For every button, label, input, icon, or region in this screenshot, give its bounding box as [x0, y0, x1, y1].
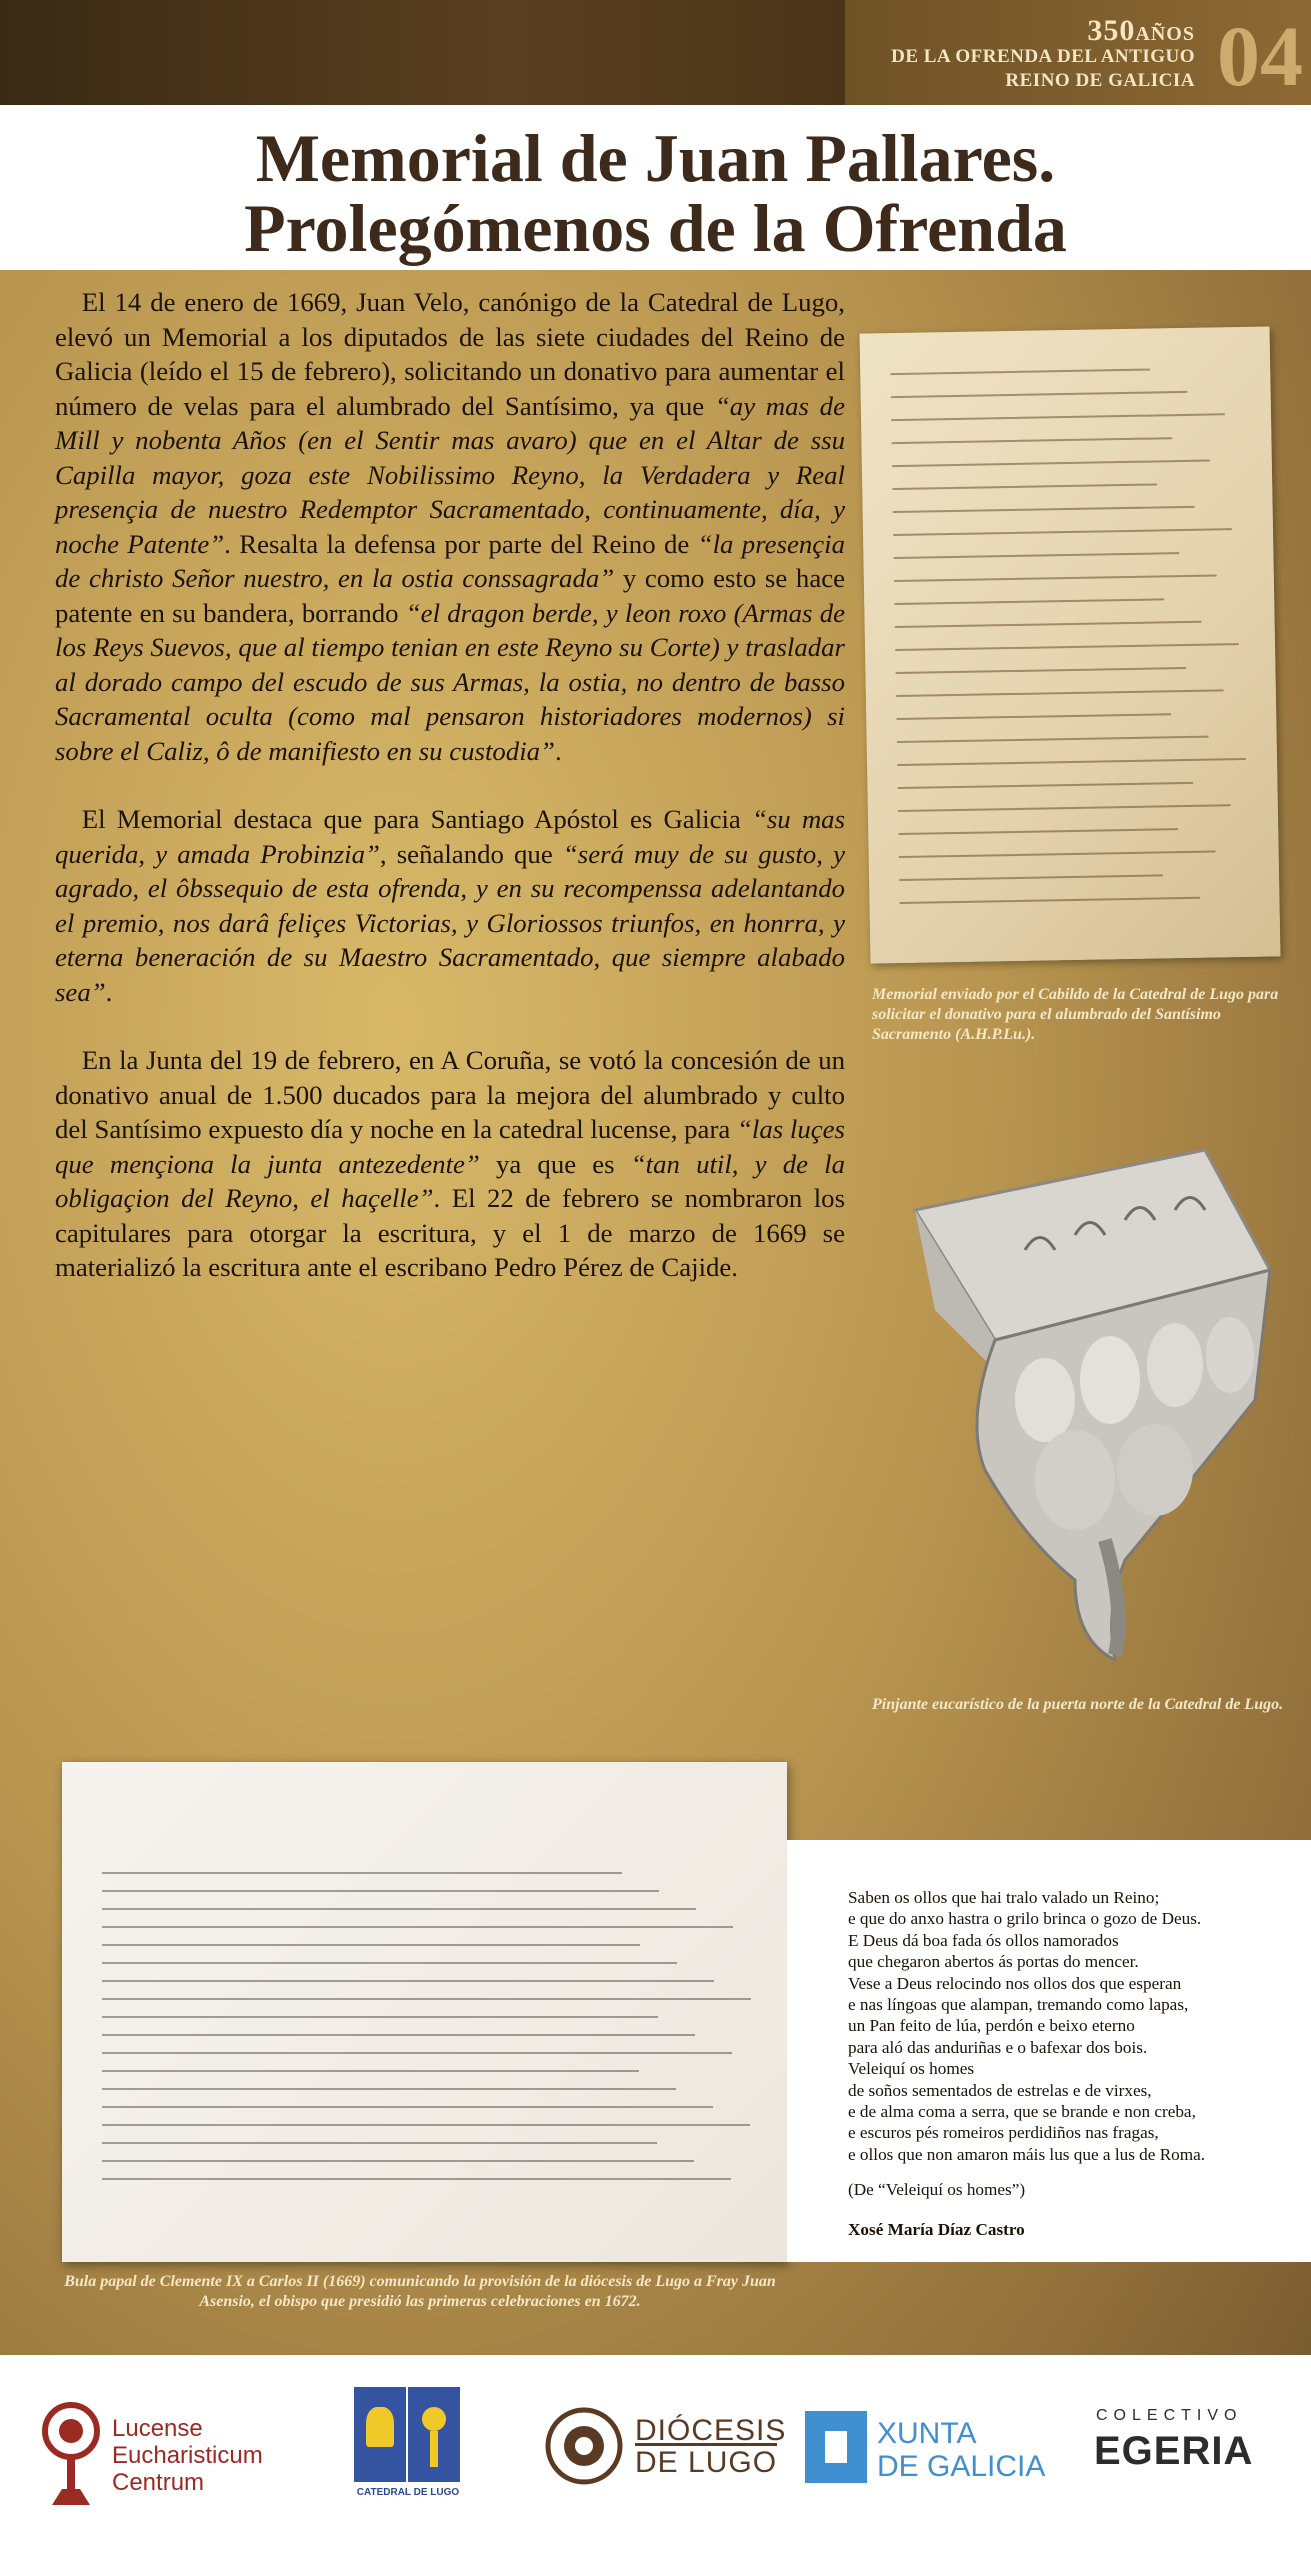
diocesis-lugo-logo	[545, 2397, 787, 2497]
handwriting-stroke	[896, 689, 1224, 697]
main-text	[55, 285, 845, 1319]
poem-source: (De “Veleiquí os homes”)	[848, 2180, 1026, 2200]
handwriting-stroke	[102, 1926, 733, 1928]
lec-line3: Centrum	[112, 2469, 205, 2496]
handwriting-stroke	[898, 804, 1231, 812]
poem-author: Xosé María Díaz Castro	[848, 2219, 1025, 2239]
handwriting-stroke	[102, 2106, 713, 2108]
handwriting-stroke	[102, 1998, 751, 2000]
handwriting-stroke	[895, 643, 1239, 651]
poem	[848, 1887, 1298, 2240]
handwriting-stroke	[102, 2124, 750, 2126]
handwriting-stroke	[891, 391, 1188, 398]
handwriting-stroke	[892, 460, 1210, 468]
poem-line: un Pan feito de lúa, perdón e beixo eterno	[848, 2016, 1135, 2036]
handwriting-stroke	[102, 2052, 732, 2054]
handwriting-stroke	[895, 621, 1202, 628]
handwriting-stroke	[102, 1890, 659, 1892]
handwriting-stroke	[894, 598, 1164, 605]
paragraph-1: El 14 de enero de 1669, Juan Velo, canónigo de la Catedral de Lugo, elevó un Memorial a los diputados de las siete ciudades del Reino de Galicia (leído el 15 de febrero), solicitando un donativo para aumentar el número de velas para el alumbrado del Santísimo, ya que “ay mas de Mill y nobenta Años (en el Sentir mas avaro) que en el Altar de ssu Capilla mayor, goza este Nobilissimo Reyno, la Verdadera y Real presençia de nuestro Redemptor Sacramentado, continuamente, día, y noche Patente”. Resalta la defensa por parte del Reino de “la presençia de christo Señor nuestro, en la ostia conssagrada” y como esto se hace patente en su bandera, borrando “el dragon berde, y leon roxo (Armas de los Reys Suevos, que al tiempo tenian en este Reyno su Corte) y trasladar al dorado campo del escudo de sus Armas, la ostia, no dentro de basso Sacramental oculta (como mal pensaron historiadores modernos) si sobre el Caliz, ô de manifiesto en su custodia”.	[55, 287, 846, 766]
handwriting-stroke	[102, 1908, 696, 1910]
handwriting-stroke	[102, 1944, 640, 1946]
handwriting-stroke	[897, 758, 1246, 766]
poem-line: e ollos que non amaron máis lus que a lus de Roma.	[848, 2144, 1206, 2164]
handwriting-stroke	[102, 2034, 695, 2036]
handwriting-stroke	[102, 1980, 714, 1982]
memorial-caption: Memorial enviado por el Cabildo de la Catedral de Lugo para solicitar el donativo para el alumbrado del Santísimo Sacramento (A.H.P.Lu.).	[872, 986, 1279, 1043]
handwriting-stroke	[897, 782, 1193, 789]
poem-line: Saben os ollos que hai tralo valado un Reino;	[848, 1888, 1160, 1907]
handwriting-stroke	[894, 574, 1217, 582]
handwriting-stroke	[893, 552, 1179, 559]
poem-line: e escuros pés romeiros perdidiños nas fragas,	[848, 2123, 1159, 2143]
handwriting-stroke	[897, 736, 1209, 743]
handwriting-stroke	[891, 437, 1172, 444]
handwriting-stroke	[895, 667, 1186, 674]
handwriting-stroke	[102, 1872, 622, 1874]
poem-line: E Deus dá boa fada ós ollos namorados	[848, 1930, 1119, 1950]
handwriting-stroke	[102, 2160, 694, 2162]
poem-line: Vese a Deus relocindo nos ollos dos que esperan	[848, 1973, 1182, 1993]
poem-line: para aló das anduriñas e o bafexar dos bois.	[848, 2037, 1148, 2057]
handwriting-stroke	[102, 2178, 731, 2180]
poem-line: e que do anxo hastra o grilo brinca o gozo de Deus.	[848, 1909, 1202, 1929]
title-box	[0, 105, 1311, 270]
handwriting-stroke	[891, 413, 1225, 421]
panel-number: 04	[1217, 8, 1303, 104]
title-line2: Prolegómenos de la Ofrenda	[244, 190, 1067, 266]
page-title	[0, 120, 1311, 266]
monstrance-icon	[40, 2397, 102, 2507]
title-line1: Memorial de Juan Pallares.	[255, 120, 1056, 196]
lucense-eucharisticum-logo	[40, 2395, 290, 2510]
memorial-manuscript-image	[860, 326, 1281, 963]
handwriting-stroke	[102, 2070, 639, 2072]
xunta-galicia-logo	[805, 2403, 1055, 2493]
anniversary-line3: REINO DE GALICIA	[1005, 70, 1195, 91]
bula-document-image	[62, 1762, 787, 2262]
diocese-seal-icon	[545, 2401, 623, 2491]
handwriting-stroke	[102, 1962, 677, 1964]
lec-line2: Eucharisticum	[112, 2442, 263, 2469]
lec-line1: Lucense	[112, 2415, 203, 2442]
diocesis-line2: DE LUGO	[635, 2446, 778, 2479]
xunta-line2: DE GALICIA	[877, 2450, 1046, 2483]
bula-caption: Bula papal de Clemente IX a Carlos II (1669) comunicando la provisión de la diócesis de Lugo a Fray Juan Asensio, el obispo que presidió las primeras celebraciones en 1672.	[64, 2273, 776, 2310]
colectivo-egeria-logo	[1090, 2405, 1290, 2485]
handwriting-stroke	[102, 2088, 676, 2090]
anniversary-line2: DE LA OFRENDA DEL ANTIGUO	[891, 46, 1195, 67]
poem-line: Veleiquí os homes	[848, 2059, 975, 2079]
poem-line: e de alma coma a serra, que se brande e non creba,	[848, 2102, 1196, 2122]
handwriting-stroke	[899, 850, 1216, 858]
handwriting-stroke	[899, 897, 1200, 904]
xunta-line1: XUNTA	[877, 2417, 977, 2450]
catedral-lugo-logo	[352, 2387, 464, 2512]
handwriting-stroke	[890, 369, 1150, 376]
anniversary-line1: 350AÑOS	[1087, 14, 1195, 47]
poem-line: de soños sementados de estrelas e de virxes,	[848, 2080, 1152, 2100]
egeria-line2: EGERIA	[1094, 2429, 1254, 2473]
poem-line: e nas língoas que alampan, tremando como lapas,	[848, 1995, 1189, 2015]
sponsor-logos	[0, 2355, 1311, 2560]
poem-line: que chegaron abertos ás portas do mencer.	[848, 1952, 1139, 1972]
catedral-label: CATEDRAL DE LUGO	[356, 2487, 460, 2498]
paragraph-2: El Memorial destaca que para Santiago Apóstol es Galicia “su mas querida, y amada Probinzia”, señalando que “será muy de su gusto, y agrado, el ôbssequio de esta ofrenda, y en su recompenssa adelantando el premio, nos darâ feliçes Victorias, y Gloriossos triunfos, en honrra, y eterna beneración de su Maestro Sacramentado, que siempre alabado sea”.	[55, 804, 846, 1007]
handwriting-stroke	[892, 483, 1157, 490]
anniversary-tag	[845, 0, 1311, 105]
paragraph-3: En la Junta del 19 de febrero, en A Coruña, se votó la concesión de un donativo anual de 1.500 ducados para la mejora del alumbrado y culto del Santísimo expuesto día y noche en la catedral lucense, para “las luçes que mençiona la junta antezedente” ya que es “tan util, y de la obligaçion del Reyno, el haçelle”. El 22 de febrero se nombraron los capitulares para otorgar la escritura, y el 1 de marzo de 1669 se materializó la escritura ante el escribano Pedro Pérez de Cajide.	[55, 1045, 845, 1282]
handwriting-stroke	[102, 2016, 658, 2018]
pinjante-sculpture-image	[875, 1140, 1275, 1670]
egeria-line1: COLECTIVO	[1096, 2407, 1243, 2424]
diocesis-line1: DIÓCESIS	[635, 2414, 787, 2447]
handwriting-stroke	[102, 2142, 657, 2144]
handwriting-stroke	[899, 874, 1163, 881]
handwriting-stroke	[893, 506, 1195, 513]
handwriting-stroke	[896, 713, 1171, 720]
handwriting-stroke	[898, 828, 1178, 835]
handwriting-stroke	[893, 528, 1232, 536]
pinjante-caption: Pinjante eucarístico de la puerta norte de la Catedral de Lugo.	[872, 1696, 1284, 1713]
